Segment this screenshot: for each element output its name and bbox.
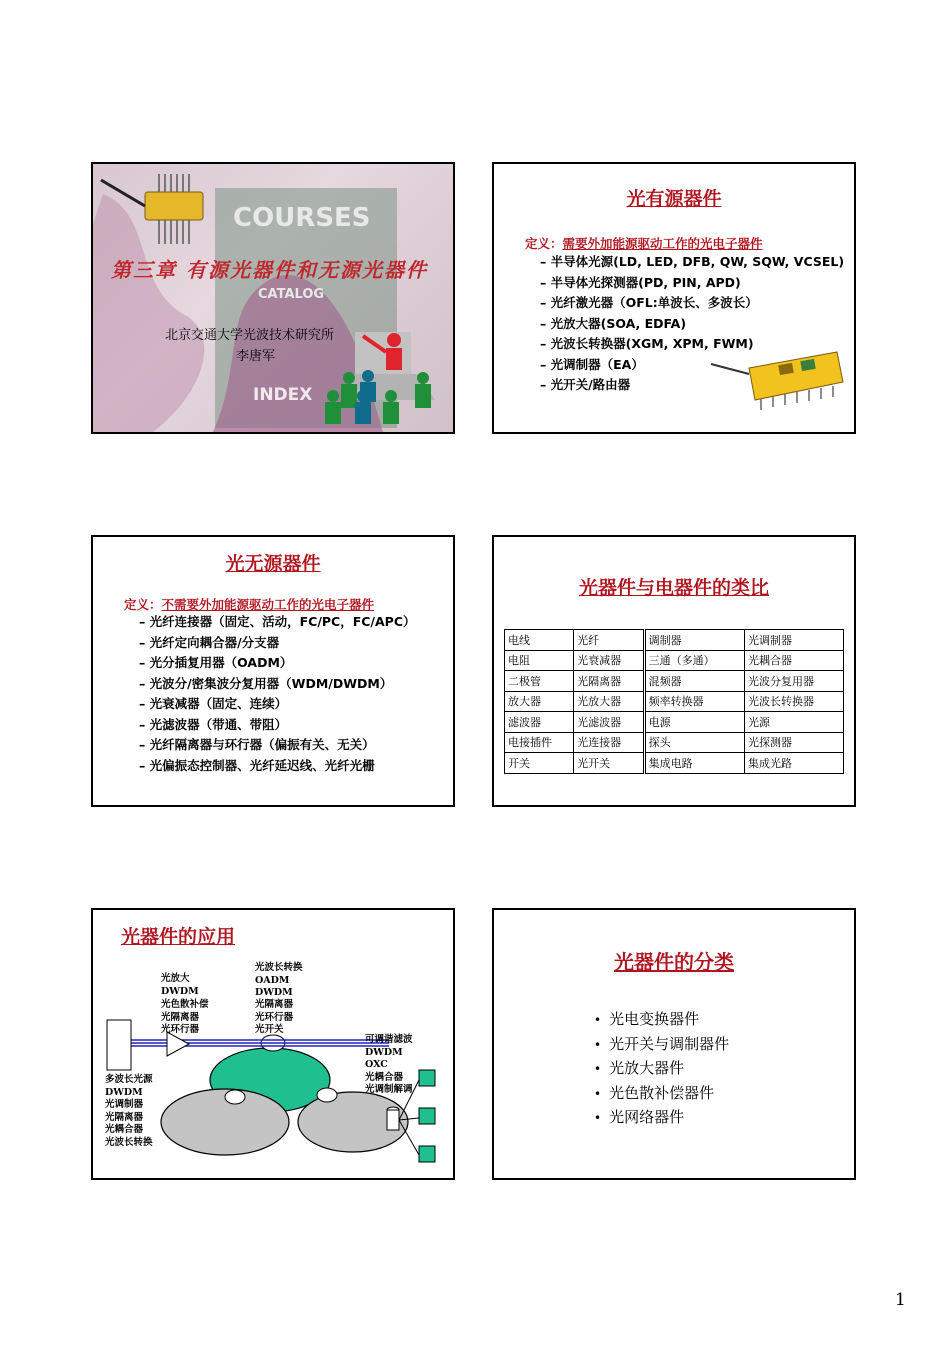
label-line: 光调制器 — [105, 1099, 144, 1110]
label-line: OXC — [365, 1059, 388, 1070]
definition-label: 定义： — [124, 597, 162, 612]
table-cell: 光滤波器 — [574, 712, 645, 733]
label-line: DWDM — [365, 1046, 403, 1058]
list-item: – 光纤定向耦合器/分支器 — [139, 633, 416, 654]
label-line: 光开关 — [255, 1024, 284, 1035]
label-line: 光耦合器 — [365, 1071, 404, 1083]
analogy-table — [504, 629, 844, 774]
table-cell: 调制器 — [644, 630, 744, 651]
label-line: 光放大 — [161, 973, 190, 984]
institute-name: 北京交通大学光波技术研究所 — [165, 328, 335, 343]
table-cell: 电接插件 — [505, 732, 574, 753]
table-cell: 滤波器 — [505, 712, 574, 733]
list-item: • 光开关与调制器件 — [594, 1033, 729, 1058]
slide-title-text: 光有源器件 — [626, 188, 722, 210]
definition-text: 不需要外加能源驱动工作的光电子器件 — [161, 597, 375, 612]
table-cell: 光放大器 — [574, 691, 645, 712]
table-cell: 探头 — [644, 732, 744, 753]
table-row — [505, 671, 844, 692]
label-tunable — [365, 1034, 413, 1097]
table-cell: 集成光路 — [744, 753, 843, 774]
node — [317, 1088, 337, 1102]
board-word-index: INDEX — [253, 385, 313, 405]
label-line: 光环行器 — [161, 1024, 200, 1035]
list-item: – 光滤波器（带通、带阻） — [139, 715, 416, 736]
passive-device-list — [139, 612, 416, 776]
label-amplifier — [161, 973, 199, 998]
label-line: 光隔离器 — [105, 1111, 144, 1123]
table-cell: 光连接器 — [574, 732, 645, 753]
label-line: 可调谐滤波 — [365, 1034, 413, 1045]
list-item: • 光电变换器件 — [594, 1008, 729, 1033]
table-cell: 三通（多通） — [644, 650, 744, 671]
slide-title-text: 光器件的分类 — [614, 950, 734, 974]
list-item: – 光纤连接器（固定、活动，FC/PC，FC/APC） — [139, 612, 416, 633]
list-item: – 光衰减器（固定、连续） — [139, 694, 416, 715]
label-line: 光隔离器 — [161, 1011, 200, 1023]
node — [225, 1090, 245, 1104]
list-item: • 光网络器件 — [594, 1106, 729, 1131]
table-cell: 混频器 — [644, 671, 744, 692]
table-row — [505, 630, 844, 651]
label-line: 光色散补偿 — [161, 999, 209, 1010]
slide-passive-devices — [91, 535, 455, 807]
chapter-title: 第三章 有源光器件和无源光器件 — [111, 258, 428, 282]
table-row — [505, 712, 844, 733]
label-line: 光波长转换 — [255, 962, 303, 973]
list-item: – 光纤激光器（OFL:单波长、多波长） — [540, 293, 844, 314]
optical-module-icon — [709, 344, 849, 424]
label-dispersion — [161, 999, 209, 1037]
list-item: – 光分插复用器（OADM） — [139, 653, 416, 674]
label-source — [105, 1074, 153, 1149]
label-line: 光环行器 — [255, 1011, 294, 1023]
definition — [124, 595, 374, 613]
label-line: 多波长光源 — [105, 1074, 153, 1085]
list-item: – 半导体光源(LD, LED, DFB, QW, SQW, VCSEL) — [540, 252, 844, 273]
table-cell: 光调制器 — [744, 630, 843, 651]
list-item: • 光色散补偿器件 — [594, 1082, 729, 1107]
label-line: 光隔离器 — [255, 999, 294, 1010]
table-cell: 光纤 — [574, 630, 645, 651]
board-word-courses: COURSES — [233, 203, 371, 233]
title-illustration — [93, 164, 453, 432]
table-row — [505, 753, 844, 774]
table-cell: 电阻 — [505, 650, 574, 671]
terminal-icon — [419, 1070, 435, 1162]
label-line: DWDM — [161, 985, 199, 997]
table-cell: 光波分复用器 — [744, 671, 843, 692]
list-item: – 光偏振态控制器、光纤延迟线、光纤光栅 — [139, 756, 416, 777]
multiwavelength-source — [107, 1020, 131, 1070]
table-cell: 集成电路 — [644, 753, 744, 774]
list-item: – 光纤隔离器与环行器（偏振有关、无关） — [139, 735, 416, 756]
definition-text: 需要外加能源驱动工作的光电子器件 — [562, 236, 763, 251]
author-name: 李唐军 — [236, 349, 276, 364]
label-line: DWDM — [105, 1086, 143, 1098]
label-isolator — [255, 999, 293, 1037]
table-row — [505, 691, 844, 712]
definition — [525, 234, 763, 252]
slide-title-text: 光无源器件 — [225, 553, 321, 575]
table-cell: 开关 — [505, 753, 574, 774]
classification-list — [594, 1008, 729, 1131]
table-cell: 电线 — [505, 630, 574, 651]
table-cell: 光波长转换器 — [744, 691, 843, 712]
list-item: • 光放大器件 — [594, 1057, 729, 1082]
slide-title — [91, 162, 455, 434]
board-word-catalog: CATALOG — [258, 287, 325, 302]
slide-title-text: 光器件的应用 — [121, 926, 236, 948]
label-line: 光波长转换 — [105, 1136, 153, 1148]
page-number: 1 — [895, 1290, 906, 1310]
table-cell: 光源 — [744, 712, 843, 733]
table-cell: 放大器 — [505, 691, 574, 712]
label-conversion — [255, 962, 303, 1000]
label-line: DWDM — [255, 987, 293, 998]
table-cell: 光衰减器 — [574, 650, 645, 671]
definition-label: 定义： — [525, 236, 563, 251]
list-item: – 光调制器（EA） — [540, 355, 844, 376]
label-line: 光调制解调 — [365, 1084, 413, 1095]
slide-applications — [91, 908, 455, 1180]
label-line: 光耦合器 — [105, 1124, 144, 1135]
table-row — [505, 732, 844, 753]
slide-title-text: 光器件与电器件的类比 — [578, 577, 769, 599]
table-cell: 光探测器 — [744, 732, 843, 753]
list-item: – 光波分/密集波分复用器（WDM/DWDM） — [139, 674, 416, 695]
table-cell: 电源 — [644, 712, 744, 733]
list-item: – 光波长转换器(XGM, XPM, FWM) — [540, 334, 844, 355]
list-item: – 光放大器(SOA, EDFA) — [540, 314, 844, 335]
slide-classification — [492, 908, 856, 1180]
slide-active-devices — [492, 162, 856, 434]
label-line: OADM — [255, 974, 290, 986]
list-item: – 半导体光探测器(PD, PIN, APD) — [540, 273, 844, 294]
table-cell: 光耦合器 — [744, 650, 843, 671]
table-cell: 光隔离器 — [574, 671, 645, 692]
table-cell: 频率转换器 — [644, 691, 744, 712]
slide-analogy — [492, 535, 856, 807]
table-cell: 二极管 — [505, 671, 574, 692]
list-item: – 光开关/路由器 — [540, 375, 844, 396]
table-row — [505, 650, 844, 671]
table-cell: 光开关 — [574, 753, 645, 774]
